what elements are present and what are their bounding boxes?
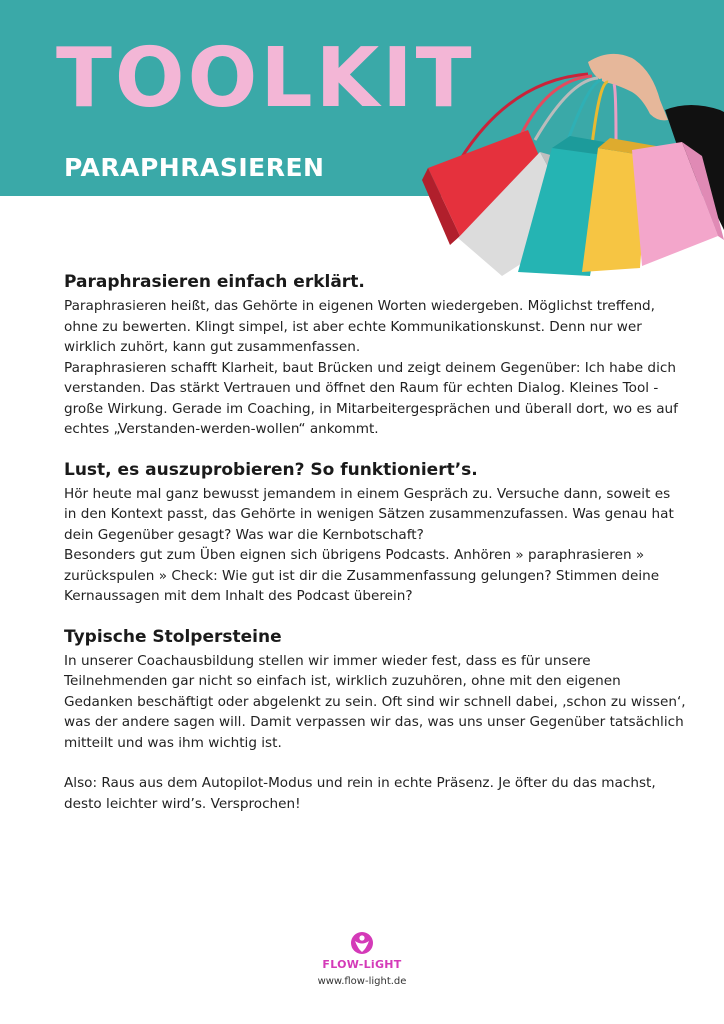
section-pitfalls [64,627,686,815]
footer [0,930,724,987]
section-heading: Typische Stolpersteine [64,626,282,647]
paragraph: Besonders gut zum Üben eignen sich übrigens Podcasts. Anhören » paraphrasieren » zurückspulen » Check: Wie gut ist dir die Zusammenfassung gelungen? Stimmen deine Kernaussagen mit dem Inhalt des Podcast überein? [64,547,660,604]
website-link[interactable]: www.flow-light.de [317,976,407,987]
paragraph: Paraphrasieren heißt, das Gehörte in eigenen Worten wiedergeben. Möglichst treffend, ohne zu bewerten. Klingt simpel, ist aber echte Kommunikationskunst. Denn nur wer wirklich zuhört, kann gut zusammenfassen. [64,298,656,355]
shopping-bags-image [420,40,724,280]
section-explained [64,272,686,440]
paragraph: Paraphrasieren schafft Klarheit, baut Brücken und zeigt deinem Gegenüber: Ich habe dich verstanden. Das stärkt Vertrauen und öffnet den Raum für echten Dialog. Kleines Tool - große Wirkung. Gerade im Coaching, in Mitarbeitergesprächen und überall dort, wo es auf echtes „Verstanden-werden-wollen“ ankommt. [64,359,678,437]
section-heading: Lust, es auszuprobieren? So funktioniert’s. [64,459,478,480]
brand-name: FLOW-LiGHT [322,958,402,971]
flow-light-logo-icon [350,930,374,956]
paragraph: In unserer Coachausbildung stellen wir immer wieder fest, dass es für unsere Teilnehmenden gar nicht so einfach ist, wirklich zuzuhören, ohne mit den eigenen Gedanken beschäftigt oder abgelenkt zu sein. Oft sind wir schnell dabei, ‚schon zu wissen‘, was der andere sagen will. Damit verpassen wir das, was uns unser Gegenüber tatsächlich mitteilt und was ihm wichtig ist. [64,652,686,751]
paragraph: Hör heute mal ganz bewusst jemandem in einem Gespräch zu. Versuche dann, soweit es in den Kontext passt, das Gehörte in wenigen Sätzen zusammenzufassen. Was genau hat dein Gegenüber gesagt? Was war die Kernbotschaft? [64,485,674,543]
section-try-it [64,460,686,607]
paragraph: Also: Raus aus dem Autopilot-Modus und rein in echte Präsenz. Je öfter du das machst, desto leichter wird’s. Versprochen! [64,775,656,812]
page-title: TOOLKIT [56,31,475,126]
content [64,272,686,834]
section-heading: Paraphrasieren einfach erklärt. [64,272,365,292]
hand [588,54,668,121]
page-subtitle: PARAPHRASIEREN [64,153,325,182]
